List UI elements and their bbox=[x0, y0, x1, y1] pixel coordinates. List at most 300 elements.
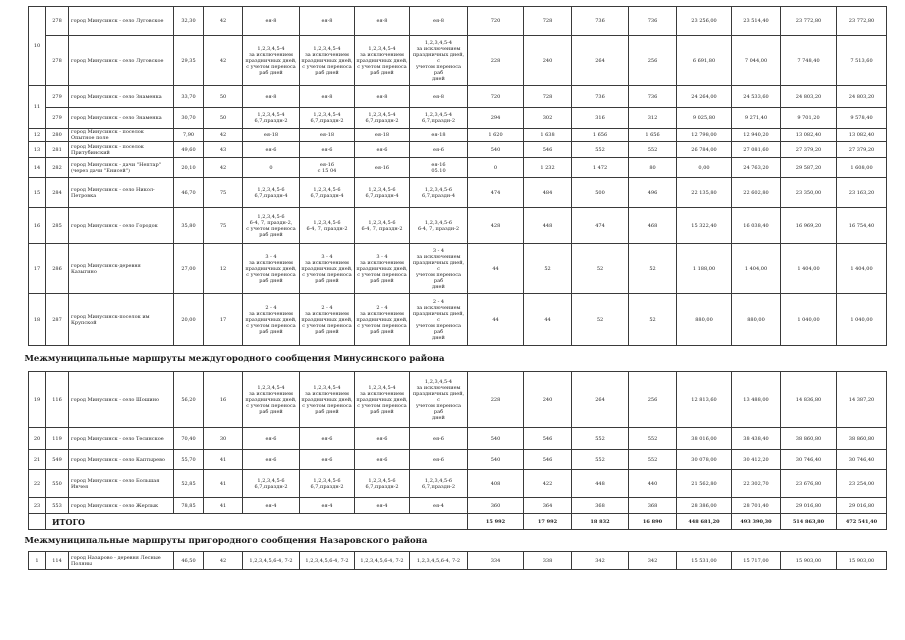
trips-cell: 720 bbox=[468, 86, 524, 108]
mileage-cell: 1 040,00 bbox=[781, 294, 837, 346]
total-trips: 17 992 bbox=[524, 514, 572, 530]
trips-cell: 552 bbox=[572, 450, 629, 470]
mileage-cell: 29 587,20 bbox=[781, 158, 837, 178]
mileage-cell: 23 256,00 bbox=[677, 7, 732, 36]
trips-cell: 540 bbox=[468, 428, 524, 450]
total-label: ИТОГО bbox=[46, 514, 468, 530]
trips-cell: 428 bbox=[468, 208, 524, 244]
schedule-cell: ея-6 bbox=[300, 142, 355, 158]
schedule-cell: 1,2,3,4,5-6 6,7,праздн-4 bbox=[300, 178, 355, 208]
trips-cell: 736 bbox=[629, 86, 677, 108]
route-name: город Минусинск - село Каптырево bbox=[69, 450, 174, 470]
schedule-cell: ея-8 bbox=[300, 86, 355, 108]
route-code: 116 bbox=[46, 372, 69, 428]
trips-cell: 368 bbox=[629, 498, 677, 514]
schedule-cell: 3 - 4 за исключением праздничных дней, с учетом переноса раб дней bbox=[355, 244, 410, 294]
mileage-cell: 23 772,80 bbox=[781, 7, 837, 36]
trips-cell: 240 bbox=[524, 372, 572, 428]
mileage-cell: 15 717,00 bbox=[732, 552, 781, 570]
trips-cell: 448 bbox=[524, 208, 572, 244]
trips-cell: 552 bbox=[572, 142, 629, 158]
schedule-cell: ея-8 bbox=[410, 86, 468, 108]
route-code: 549 bbox=[46, 450, 69, 470]
table-row bbox=[29, 86, 887, 108]
schedule-cell: 1,2,3,4,5-6 6-4, 7, праздн-2, с учетом переноса раб дней bbox=[243, 208, 300, 244]
schedule-cell: 1,2,3,4,5-6 6-4, 7, праздн-2 bbox=[410, 208, 468, 244]
schedule-cell: 1,2,3,4,5-4 за исключением праздничных дней, с учетом переноса раб дней bbox=[300, 36, 355, 86]
route-code: 286 bbox=[46, 244, 69, 294]
schedule-cell: ея-8 bbox=[243, 86, 300, 108]
mileage-cell: 13 082,40 bbox=[781, 129, 837, 142]
route-code: 114 bbox=[46, 552, 69, 570]
trips-cell: 52 bbox=[572, 244, 629, 294]
schedule-cell: 0 bbox=[243, 158, 300, 178]
route-name: город Минусинск-деревня Казыгино bbox=[69, 244, 174, 294]
trips-cell: 316 bbox=[572, 108, 629, 129]
bus-capacity: 41 bbox=[204, 450, 243, 470]
schedule-cell: ея-6 bbox=[300, 428, 355, 450]
mileage-cell: 880,00 bbox=[677, 294, 732, 346]
trips-cell: 52 bbox=[629, 244, 677, 294]
mileage-cell: 22 602,80 bbox=[732, 178, 781, 208]
mileage-cell: 14 387,20 bbox=[837, 372, 887, 428]
mileage-cell: 7 513,60 bbox=[837, 36, 887, 86]
schedule-cell: ея-6 bbox=[410, 142, 468, 158]
trips-cell: 256 bbox=[629, 36, 677, 86]
schedule-cell: 1,2,3,4,5-6 6,7,праздн-4 bbox=[355, 178, 410, 208]
route-code: 279 bbox=[46, 108, 69, 129]
mileage-cell: 13 082,40 bbox=[837, 129, 887, 142]
schedule-cell: 3 - 4 за исключением праздничных дней, с учетом переноса раб дней bbox=[300, 244, 355, 294]
total-trips: 15 992 bbox=[468, 514, 524, 530]
route-length: 20,10 bbox=[174, 158, 204, 178]
total-trips: 16 890 bbox=[629, 514, 677, 530]
table-row bbox=[29, 108, 887, 129]
row-number: 18 bbox=[29, 294, 46, 346]
mileage-cell: 30 746,40 bbox=[781, 450, 837, 470]
schedule-cell: 2 - 4 за исключением праздничных дней, с учетом переноса раб дней bbox=[300, 294, 355, 346]
mileage-cell: 38 438,40 bbox=[732, 428, 781, 450]
trips-cell: 264 bbox=[572, 372, 629, 428]
trips-cell: 408 bbox=[468, 470, 524, 498]
trips-cell: 552 bbox=[629, 450, 677, 470]
route-code: 280 bbox=[46, 129, 69, 142]
route-name: город Минусинск - поселок Опытное поле bbox=[69, 129, 174, 142]
schedule-cell: ея-6 bbox=[243, 428, 300, 450]
trips-cell: 448 bbox=[572, 470, 629, 498]
trips-cell: 540 bbox=[468, 142, 524, 158]
mileage-cell: 24 803,20 bbox=[837, 86, 887, 108]
row-number: 17 bbox=[29, 244, 46, 294]
schedule-cell: ея-16 bbox=[355, 158, 410, 178]
row-number: 22 bbox=[29, 470, 46, 498]
schedule-cell: 1,2,3,4,5-4 за исключением праздничных дней, с учетом переноса раб дней bbox=[243, 36, 300, 86]
schedule-cell: ея-18 bbox=[243, 129, 300, 142]
route-name: город Минусинск - село Шошино bbox=[69, 372, 174, 428]
schedule-cell: ея-6 bbox=[300, 450, 355, 470]
row-number: 10 bbox=[29, 7, 46, 86]
mileage-cell: 38 016,00 bbox=[677, 428, 732, 450]
route-name: город Минусинск - село Жерлык bbox=[69, 498, 174, 514]
mileage-cell: 9 701,20 bbox=[781, 108, 837, 129]
row-number: 19 bbox=[29, 372, 46, 428]
route-name: город Минусинск - село Большая Инчея bbox=[69, 470, 174, 498]
table-row bbox=[29, 372, 887, 428]
route-length: 29,35 bbox=[174, 36, 204, 86]
table-row bbox=[29, 294, 887, 346]
table-row bbox=[29, 158, 887, 178]
schedule-cell: 2 - 4 за исключением праздничных дней, с учетом переноса раб дней bbox=[410, 294, 468, 346]
trips-cell: 364 bbox=[524, 498, 572, 514]
schedule-cell: 2 - 4 за исключением праздничных дней, с учетом переноса раб дней bbox=[243, 294, 300, 346]
route-length: 49,60 bbox=[174, 142, 204, 158]
row-number: 20 bbox=[29, 428, 46, 450]
route-code: 282 bbox=[46, 158, 69, 178]
schedule-cell: ея-4 bbox=[355, 498, 410, 514]
trips-cell: 44 bbox=[468, 244, 524, 294]
trips-cell: 496 bbox=[629, 178, 677, 208]
schedule-cell: ея-6 bbox=[243, 142, 300, 158]
trips-cell: 546 bbox=[524, 428, 572, 450]
schedule-cell: ея-6 bbox=[355, 428, 410, 450]
total-mileage: 448 681,20 bbox=[677, 514, 732, 530]
trips-cell: 1 620 bbox=[468, 129, 524, 142]
section-title: Межмуниципальные маршруты междугородного сообщения Минусинского района bbox=[24, 353, 445, 364]
route-code: 281 bbox=[46, 142, 69, 158]
table-row bbox=[29, 552, 887, 570]
mileage-cell: 880,00 bbox=[732, 294, 781, 346]
table-row bbox=[29, 208, 887, 244]
route-code: 278 bbox=[46, 7, 69, 36]
table-row bbox=[29, 7, 887, 36]
mileage-cell: 15 531,00 bbox=[677, 552, 732, 570]
trips-cell: 312 bbox=[629, 108, 677, 129]
schedule-cell: 1,2,3,4,5-4 за исключением праздничных дней, с учетом переноса раб дней bbox=[355, 372, 410, 428]
bus-capacity: 12 bbox=[204, 244, 243, 294]
row-number: 15 bbox=[29, 178, 46, 208]
mileage-cell: 6 691,80 bbox=[677, 36, 732, 86]
bus-capacity: 43 bbox=[204, 142, 243, 158]
mileage-cell: 29 016,80 bbox=[837, 498, 887, 514]
bus-capacity: 75 bbox=[204, 178, 243, 208]
mileage-cell: 9 025,80 bbox=[677, 108, 732, 129]
trips-cell: 736 bbox=[572, 7, 629, 36]
mileage-cell: 15 903,00 bbox=[837, 552, 887, 570]
trips-cell: 334 bbox=[468, 552, 524, 570]
route-name: город Минусинск-поселок им Крупской bbox=[69, 294, 174, 346]
table-row bbox=[29, 450, 887, 470]
schedule-cell: ея-8 bbox=[243, 7, 300, 36]
mileage-cell: 28 701,40 bbox=[732, 498, 781, 514]
schedule-cell: 3 - 4 за исключением праздничных дней, с учетом переноса раб дней bbox=[410, 244, 468, 294]
route-length: 46,50 bbox=[174, 552, 204, 570]
schedule-cell: 1,2,3,4,5-4 6,7,праздн-2 bbox=[355, 108, 410, 129]
routes-table bbox=[24, 6, 887, 570]
mileage-cell: 23 676,80 bbox=[781, 470, 837, 498]
mileage-cell: 12 940,20 bbox=[732, 129, 781, 142]
total-mileage: 514 863,80 bbox=[781, 514, 837, 530]
table-row bbox=[29, 498, 887, 514]
mileage-cell: 24 803,20 bbox=[781, 86, 837, 108]
mileage-cell: 30 746,40 bbox=[837, 450, 887, 470]
schedule-cell: 1,2,3,4,5-4 6,7,праздн-2 bbox=[243, 108, 300, 129]
trips-cell: 44 bbox=[468, 294, 524, 346]
table-row bbox=[29, 142, 887, 158]
schedule-cell: ея-8 bbox=[355, 86, 410, 108]
trips-cell: 80 bbox=[629, 158, 677, 178]
mileage-cell: 13 488,00 bbox=[732, 372, 781, 428]
schedule-cell: 1,2,3,4,5-6 6,7,праздн-2 bbox=[410, 470, 468, 498]
schedule-cell: ея-8 bbox=[410, 7, 468, 36]
route-length: 70,40 bbox=[174, 428, 204, 450]
route-code: 284 bbox=[46, 178, 69, 208]
schedule-cell: 1,2,3,4,5,6-4, 7-2 bbox=[300, 552, 355, 570]
table-row bbox=[29, 428, 887, 450]
trips-cell: 342 bbox=[629, 552, 677, 570]
bus-capacity: 42 bbox=[204, 552, 243, 570]
schedule-cell: 1,2,3,4,5-6 6,7,праздн-4 bbox=[243, 178, 300, 208]
trips-cell: 720 bbox=[468, 7, 524, 36]
trips-cell: 546 bbox=[524, 450, 572, 470]
row-number: 21 bbox=[29, 450, 46, 470]
mileage-cell: 22 135,80 bbox=[677, 178, 732, 208]
schedule-cell: ея-6 bbox=[410, 428, 468, 450]
schedule-cell: 1,2,3,4,5,6-4, 7-2 bbox=[410, 552, 468, 570]
mileage-cell: 7 044,00 bbox=[732, 36, 781, 86]
mileage-cell: 16 754,40 bbox=[837, 208, 887, 244]
mileage-cell: 30 078,00 bbox=[677, 450, 732, 470]
mileage-cell: 23 772,80 bbox=[837, 7, 887, 36]
trips-cell: 500 bbox=[572, 178, 629, 208]
schedule-cell: 1,2,3,4,5-6 6,7,праздн-2 bbox=[243, 470, 300, 498]
schedule-cell: 1,2,3,4,5-6 6-4, 7, праздн-2 bbox=[355, 208, 410, 244]
row-number: 11 bbox=[29, 86, 46, 129]
schedule-cell: 1,2,3,4,5-4 за исключением праздничных дней, с учетом переноса раб дней bbox=[300, 372, 355, 428]
bus-capacity: 42 bbox=[204, 158, 243, 178]
route-code: 279 bbox=[46, 86, 69, 108]
route-name: город Минусинск - село Никол- Петровка bbox=[69, 178, 174, 208]
mileage-cell: 0,00 bbox=[677, 158, 732, 178]
trips-cell: 552 bbox=[572, 428, 629, 450]
trips-cell: 1 232 bbox=[524, 158, 572, 178]
bus-capacity: 42 bbox=[204, 129, 243, 142]
mileage-cell: 27 379,20 bbox=[837, 142, 887, 158]
schedule-cell: 1,2,3,4,5-4 6,7,праздн-2 bbox=[410, 108, 468, 129]
mileage-cell: 16 038,40 bbox=[732, 208, 781, 244]
mileage-cell: 1 404,00 bbox=[732, 244, 781, 294]
trips-cell: 228 bbox=[468, 372, 524, 428]
total-row bbox=[29, 514, 887, 530]
route-code: 278 bbox=[46, 36, 69, 86]
trips-cell: 228 bbox=[468, 36, 524, 86]
route-name: город Минусинск - село Городок bbox=[69, 208, 174, 244]
trips-cell: 360 bbox=[468, 498, 524, 514]
bus-capacity: 42 bbox=[204, 36, 243, 86]
mileage-cell: 9 578,40 bbox=[837, 108, 887, 129]
schedule-cell: 1,2,3,4,5-6 6,7,праздн-2 bbox=[355, 470, 410, 498]
mileage-cell: 24 763,20 bbox=[732, 158, 781, 178]
mileage-cell: 21 562,80 bbox=[677, 470, 732, 498]
route-name: город Минусинск - дачи "Нептар" (через дачи "Енисей") bbox=[69, 158, 174, 178]
row-number: 23 bbox=[29, 498, 46, 514]
total-mileage: 493 390,30 bbox=[732, 514, 781, 530]
table-row bbox=[29, 244, 887, 294]
route-name: город Минусинск - село Знаменка bbox=[69, 108, 174, 129]
bus-capacity: 41 bbox=[204, 470, 243, 498]
schedule-cell: ея-6 bbox=[355, 450, 410, 470]
route-name: город Минусинск - село Луговское bbox=[69, 36, 174, 86]
schedule-cell: ея-16 05.10 bbox=[410, 158, 468, 178]
bus-capacity: 16 bbox=[204, 372, 243, 428]
trips-cell: 422 bbox=[524, 470, 572, 498]
trips-cell: 736 bbox=[572, 86, 629, 108]
trips-cell: 540 bbox=[468, 450, 524, 470]
section-heading-row bbox=[29, 530, 887, 552]
trips-cell: 484 bbox=[524, 178, 572, 208]
schedule-cell: ея-18 bbox=[300, 129, 355, 142]
table-row bbox=[29, 470, 887, 498]
trips-cell: 368 bbox=[572, 498, 629, 514]
trips-cell: 546 bbox=[524, 142, 572, 158]
schedule-cell: ея-8 bbox=[355, 7, 410, 36]
trips-cell: 1 656 bbox=[572, 129, 629, 142]
schedule-cell: 1,2,3,4,5,6-4, 7-2 bbox=[355, 552, 410, 570]
trips-cell: 52 bbox=[572, 294, 629, 346]
trips-cell: 302 bbox=[524, 108, 572, 129]
route-name: город Назарово - деревня Лесные Поляны bbox=[69, 552, 174, 570]
row-number: 16 bbox=[29, 208, 46, 244]
bus-capacity: 30 bbox=[204, 428, 243, 450]
trips-cell: 44 bbox=[524, 294, 572, 346]
section-title: Межмуниципальные маршруты пригородного сообщения Назаровского района bbox=[24, 535, 428, 546]
mileage-cell: 28 386,00 bbox=[677, 498, 732, 514]
bus-capacity: 50 bbox=[204, 86, 243, 108]
total-mileage: 472 541,40 bbox=[837, 514, 887, 530]
total-trips: 18 832 bbox=[572, 514, 629, 530]
mileage-cell: 15 322,40 bbox=[677, 208, 732, 244]
mileage-cell: 27 081,60 bbox=[732, 142, 781, 158]
schedule-cell: 1,2,3,4,5-6 6,7,праздн-4 bbox=[410, 178, 468, 208]
route-length: 35,80 bbox=[174, 208, 204, 244]
trips-cell: 728 bbox=[524, 86, 572, 108]
route-length: 78,85 bbox=[174, 498, 204, 514]
route-length: 7,90 bbox=[174, 129, 204, 142]
trips-cell: 342 bbox=[572, 552, 629, 570]
mileage-cell: 23 350,00 bbox=[781, 178, 837, 208]
route-length: 46,70 bbox=[174, 178, 204, 208]
trips-cell: 1 656 bbox=[629, 129, 677, 142]
route-length: 27,00 bbox=[174, 244, 204, 294]
schedule-cell: ея-18 bbox=[355, 129, 410, 142]
mileage-cell: 1 040,00 bbox=[837, 294, 887, 346]
route-length: 33,70 bbox=[174, 86, 204, 108]
mileage-cell: 1 608,00 bbox=[837, 158, 887, 178]
row-number: 14 bbox=[29, 158, 46, 178]
route-length: 30,70 bbox=[174, 108, 204, 129]
schedule-cell: 1,2,3,4,5,6-4, 7-2 bbox=[243, 552, 300, 570]
mileage-cell: 26 784,00 bbox=[677, 142, 732, 158]
trips-cell: 728 bbox=[524, 7, 572, 36]
schedule-cell: 1,2,3,4,5-4 за исключением праздничных дней, с учетом переноса раб дней bbox=[410, 372, 468, 428]
mileage-cell: 15 903,00 bbox=[781, 552, 837, 570]
bus-capacity: 17 bbox=[204, 294, 243, 346]
trips-cell: 552 bbox=[629, 142, 677, 158]
mileage-cell: 27 379,20 bbox=[781, 142, 837, 158]
mileage-cell: 12 813,60 bbox=[677, 372, 732, 428]
route-length: 55,70 bbox=[174, 450, 204, 470]
trips-cell: 736 bbox=[629, 7, 677, 36]
schedule-cell: 1,2,3,4,5-4 за исключением праздничных дней, с учетом переноса раб дней bbox=[410, 36, 468, 86]
mileage-cell: 1 188,00 bbox=[677, 244, 732, 294]
mileage-cell: 38 860,80 bbox=[781, 428, 837, 450]
trips-cell: 468 bbox=[629, 208, 677, 244]
schedule-cell: 1,2,3,4,5-6 6,7,праздн-2 bbox=[300, 470, 355, 498]
trips-cell: 552 bbox=[629, 428, 677, 450]
bus-capacity: 75 bbox=[204, 208, 243, 244]
trips-cell: 52 bbox=[524, 244, 572, 294]
mileage-cell: 14 836,80 bbox=[781, 372, 837, 428]
schedule-cell: ея-4 bbox=[410, 498, 468, 514]
route-name: город Минусинск - поселок Притубинский bbox=[69, 142, 174, 158]
route-length: 32,30 bbox=[174, 7, 204, 36]
route-length: 20,00 bbox=[174, 294, 204, 346]
trips-cell: 264 bbox=[572, 36, 629, 86]
route-code: 285 bbox=[46, 208, 69, 244]
schedule-cell: ея-6 bbox=[355, 142, 410, 158]
route-code: 287 bbox=[46, 294, 69, 346]
row-number: 13 bbox=[29, 142, 46, 158]
table-row bbox=[29, 36, 887, 86]
trips-cell: 338 bbox=[524, 552, 572, 570]
mileage-cell: 30 412,20 bbox=[732, 450, 781, 470]
schedule-cell: ея-6 bbox=[410, 450, 468, 470]
schedule-cell: ея-18 bbox=[410, 129, 468, 142]
trips-cell: 474 bbox=[572, 208, 629, 244]
mileage-cell: 1 404,00 bbox=[781, 244, 837, 294]
route-name: город Минусинск - село Знаменка bbox=[69, 86, 174, 108]
route-name: город Минусинск - село Луговское bbox=[69, 7, 174, 36]
mileage-cell: 24 264,00 bbox=[677, 86, 732, 108]
bus-capacity: 41 bbox=[204, 498, 243, 514]
schedule-cell: 1,2,3,4,5-4 за исключением праздничных дней, с учетом переноса раб дней bbox=[355, 36, 410, 86]
mileage-cell: 29 016,80 bbox=[781, 498, 837, 514]
trips-cell: 240 bbox=[524, 36, 572, 86]
schedule-cell: ея-8 bbox=[300, 7, 355, 36]
route-name: город Минусинск - село Тесинское bbox=[69, 428, 174, 450]
trips-cell: 1 472 bbox=[572, 158, 629, 178]
mileage-cell: 7 748,40 bbox=[781, 36, 837, 86]
trips-cell: 52 bbox=[629, 294, 677, 346]
schedule-cell: 1,2,3,4,5-4 за исключением праздничных дней, с учетом переноса раб дней bbox=[243, 372, 300, 428]
bus-capacity: 50 bbox=[204, 108, 243, 129]
trips-cell: 440 bbox=[629, 470, 677, 498]
schedule-cell: 2 - 4 за исключением праздничных дней, с учетом переноса раб дней bbox=[355, 294, 410, 346]
schedule-cell: 3 - 4 за исключением праздничных дней, с учетом переноса раб дней bbox=[243, 244, 300, 294]
schedule-cell: ея-6 bbox=[243, 450, 300, 470]
schedule-cell: ея-4 bbox=[243, 498, 300, 514]
mileage-cell: 23 163,20 bbox=[837, 178, 887, 208]
mileage-cell: 16 969,20 bbox=[781, 208, 837, 244]
row-number: 1 bbox=[29, 552, 46, 570]
trips-cell: 294 bbox=[468, 108, 524, 129]
route-code: 119 bbox=[46, 428, 69, 450]
mileage-cell: 12 798,00 bbox=[677, 129, 732, 142]
trips-cell: 256 bbox=[629, 372, 677, 428]
schedule-cell: ея-4 bbox=[300, 498, 355, 514]
table-row bbox=[29, 129, 887, 142]
schedule-cell: ея-16 с 15 04 bbox=[300, 158, 355, 178]
mileage-cell: 9 271,40 bbox=[732, 108, 781, 129]
